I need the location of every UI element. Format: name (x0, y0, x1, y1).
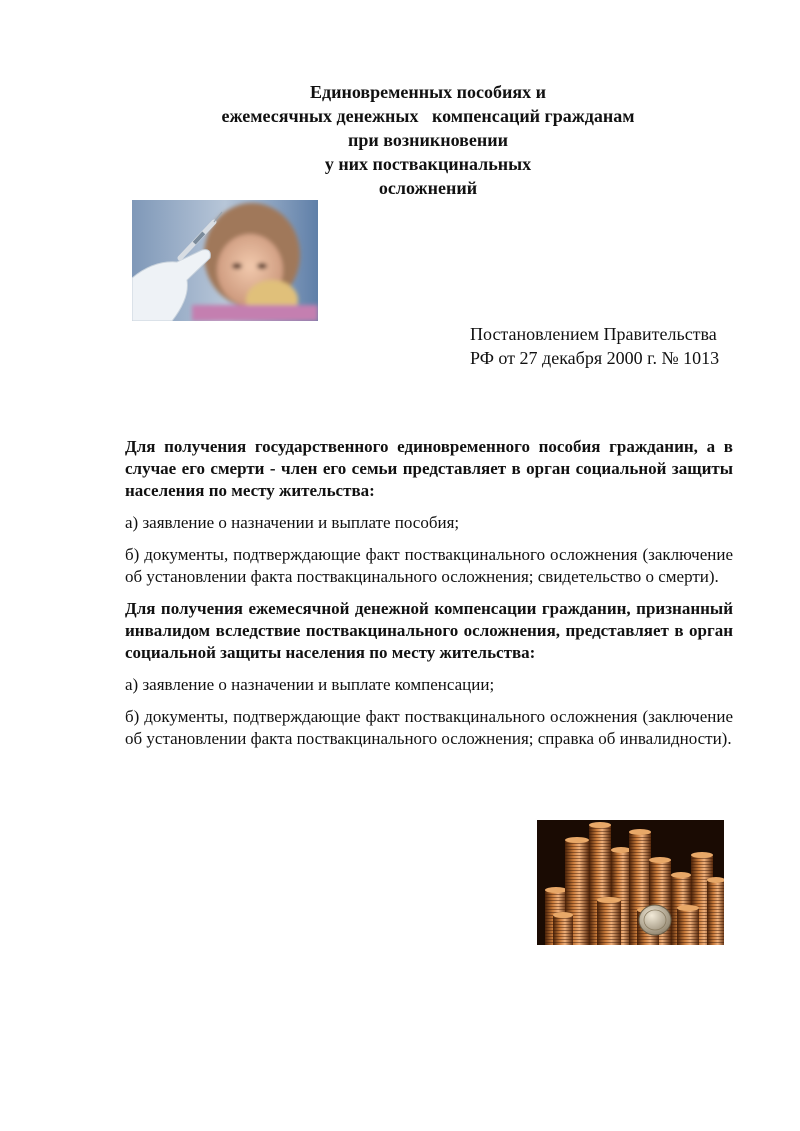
title-line: осложнений (378, 178, 478, 198)
section-heading-lump-sum: Для получения государственного единовременного пособия гражданин, а в случае его смерти - член его семьи представляет в орган социальной защиты населения по месту жительства: (125, 437, 733, 500)
title-line: Единовременных пособиях и (309, 82, 546, 102)
document-body (125, 436, 733, 760)
decree-line: РФ от 27 декабря 2000 г. № 1013 (470, 348, 720, 368)
title-line: ежемесячных денежных компенсаций гражданам (221, 106, 635, 126)
list-item: б) документы, подтверждающие факт поствакцинального осложнения (заключение об установлении факта поствакцинального осложнения; справка об инвалидности). (125, 707, 733, 748)
document-title (150, 80, 706, 200)
list-item: а) заявление о назначении и выплате компенсации; (125, 675, 495, 694)
decree-reference (470, 322, 740, 370)
title-line: у них поствакцинальных (324, 154, 532, 174)
child-vaccination-photo (132, 200, 318, 321)
coin-stacks-photo (537, 820, 724, 945)
section-heading-monthly: Для получения ежемесячной денежной компенсации гражданин, признанный инвалидом вследствие поствакцинального осложнения, представляет в орган социальной защиты населения по месту жительства: (125, 599, 733, 662)
list-item: б) документы, подтверждающие факт поствакцинального осложнения (заключение об установлении факта поствакцинального осложнения; свидетельство о смерти). (125, 545, 733, 586)
decree-line: Постановлением Правительства (470, 324, 717, 344)
list-item: а) заявление о назначении и выплате пособия; (125, 513, 460, 532)
title-line: при возникновении (348, 130, 508, 150)
